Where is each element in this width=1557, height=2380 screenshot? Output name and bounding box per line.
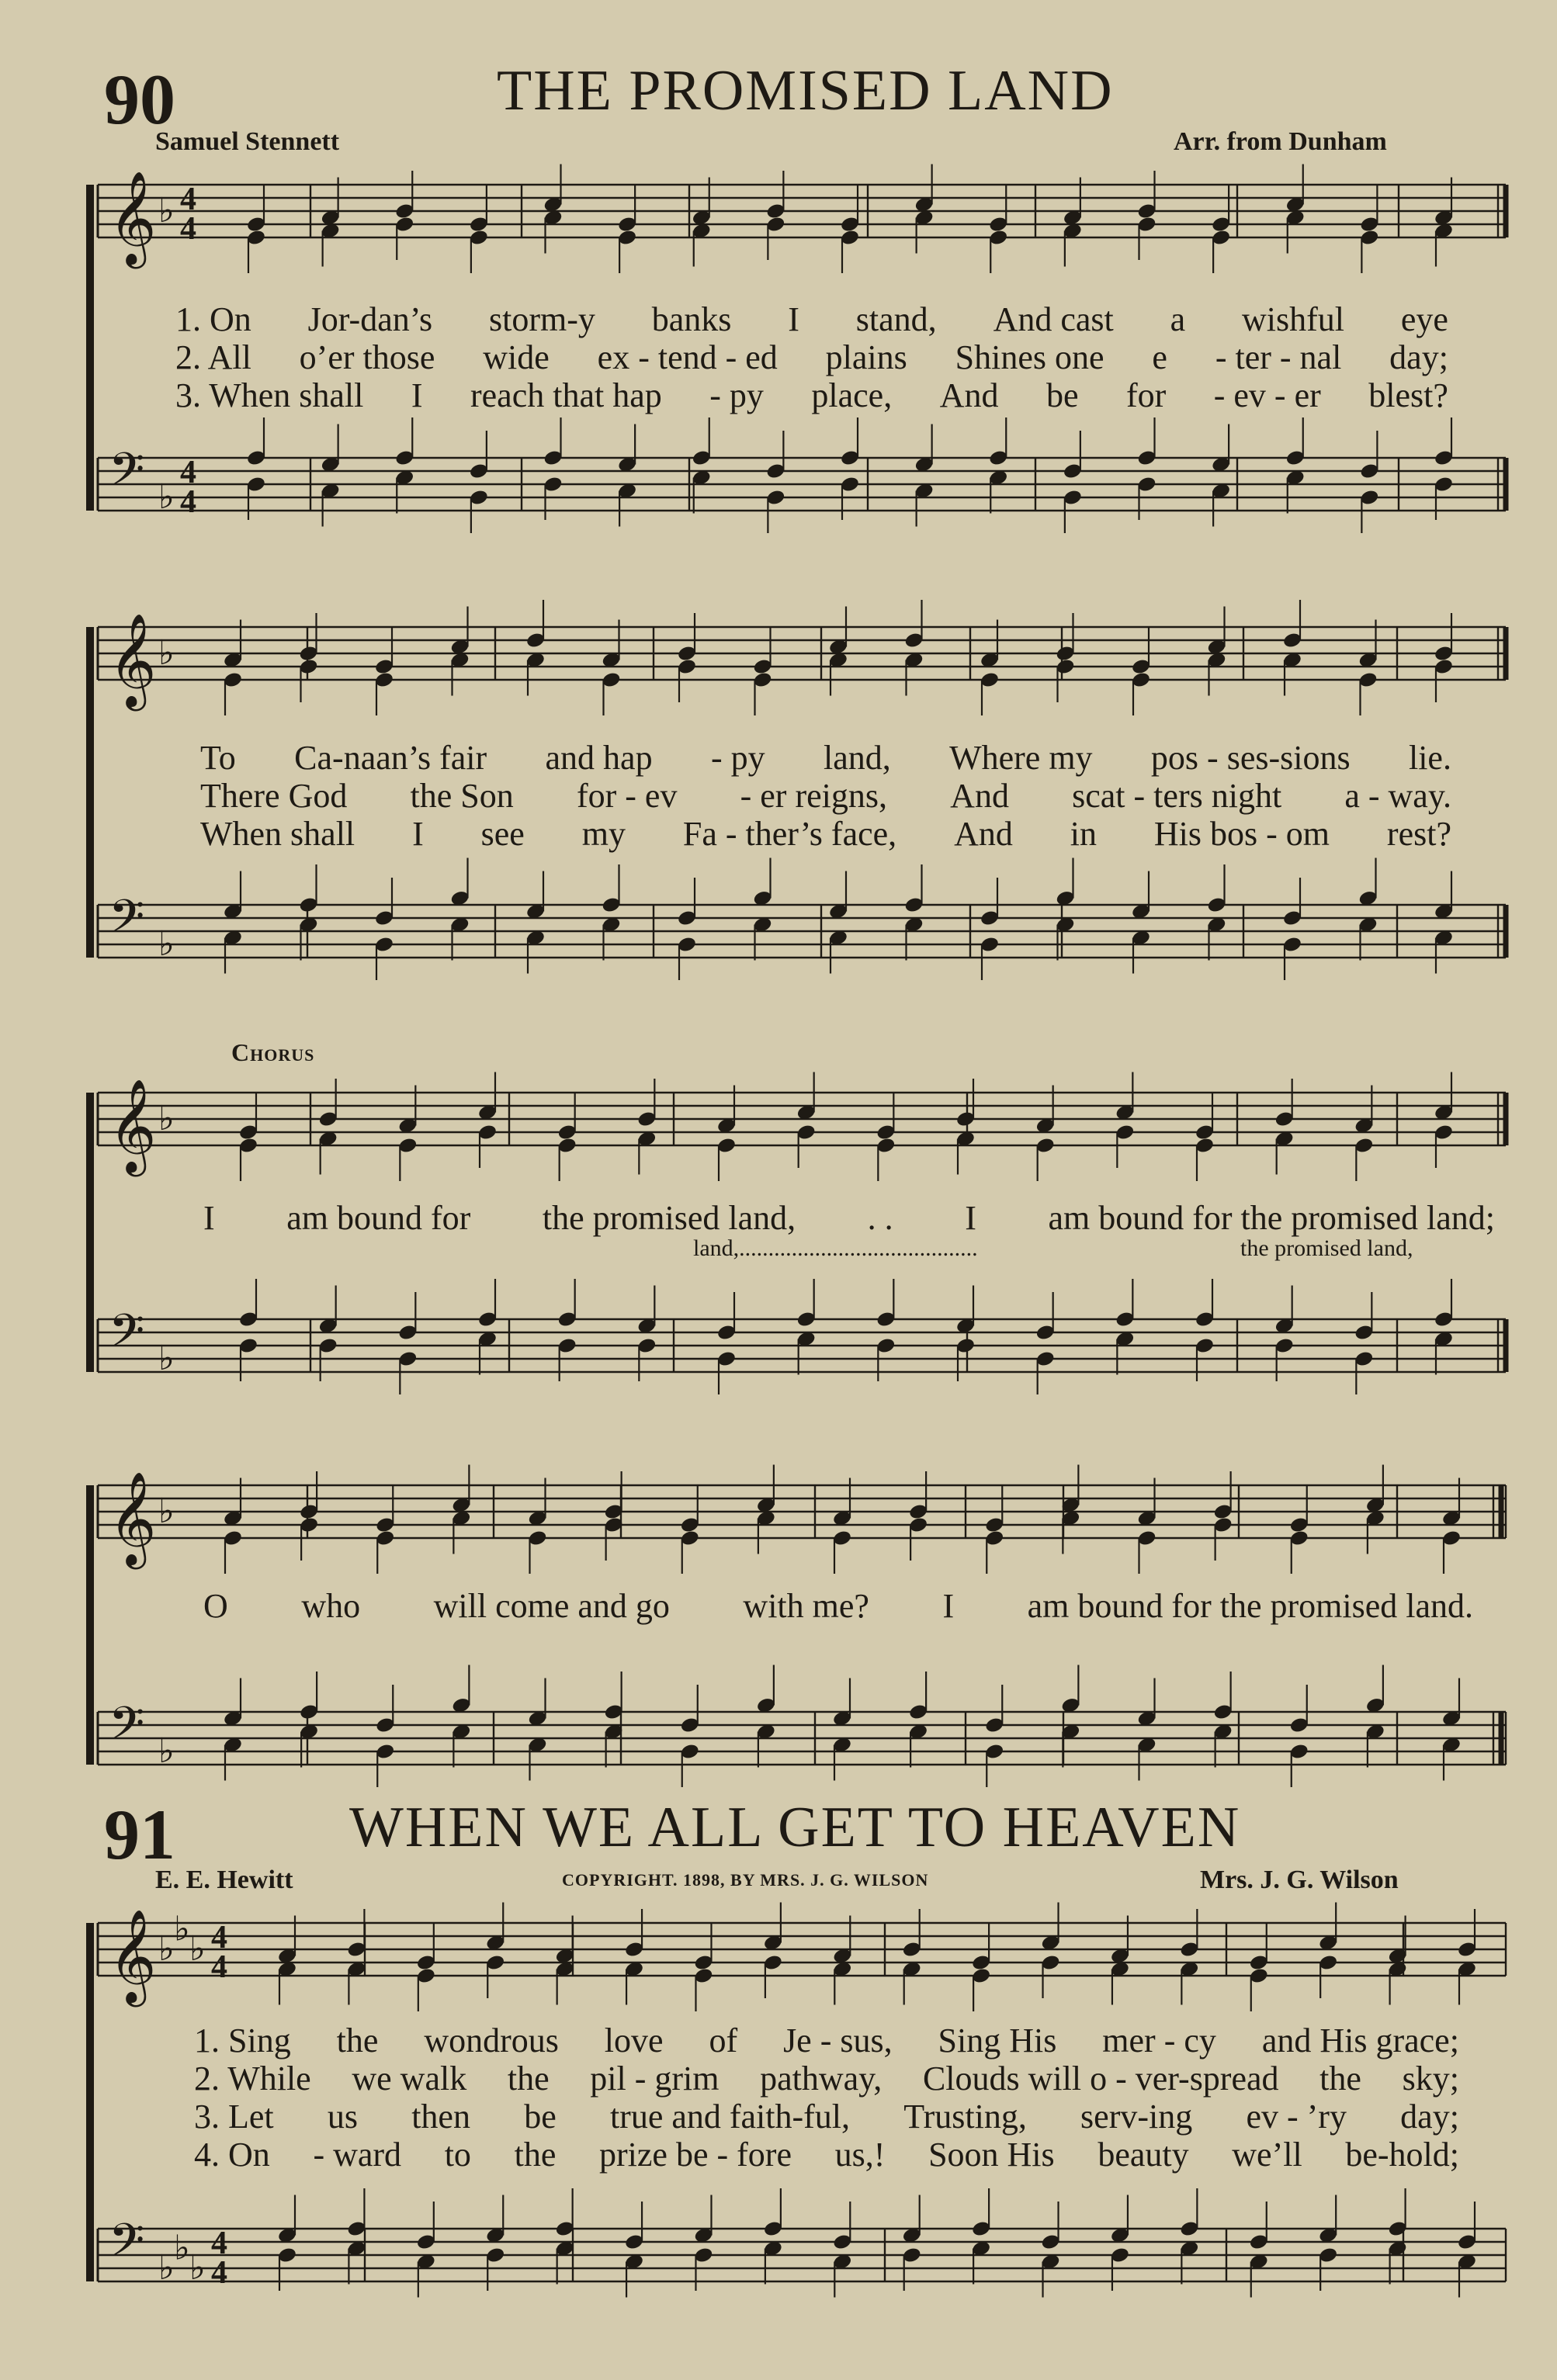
lyric-line xyxy=(200,779,1451,813)
lyric-syllable: I xyxy=(412,815,424,853)
bass-clef: 𝄢 xyxy=(109,2213,145,2278)
lyric-syllable: the promised land, xyxy=(542,1199,796,1237)
flat-sign: ♭ xyxy=(158,1339,175,1378)
lyric-line xyxy=(203,1589,1473,1623)
treble-clef: 𝄞 xyxy=(109,170,157,265)
lyric-syllable: Ca-naan’s fair xyxy=(294,739,487,777)
lyric-syllable: with me? xyxy=(743,1587,869,1625)
lyric-line xyxy=(175,376,1448,414)
lyric-syllable: reach that hap xyxy=(470,376,662,414)
lyric-syllable: am bound for the promised land; xyxy=(1048,1199,1495,1237)
hymn-91-copyright: COPYRIGHT. 1898, BY MRS. J. G. WILSON xyxy=(562,1870,929,1890)
hymn-90-arranger: Arr. from Dunham xyxy=(1174,127,1387,156)
lyric-syllable: 2. All xyxy=(175,338,251,376)
flat-sign: ♭ xyxy=(189,1929,206,1969)
flat-sign: ♭ xyxy=(158,1099,175,1138)
lyric-syllable: 1. On xyxy=(175,300,251,338)
lyric-syllable: 4. On xyxy=(194,2136,270,2174)
lyric-syllable: storm-y xyxy=(488,300,595,338)
flat-sign: ♭ xyxy=(158,924,175,964)
time-signature-top: 4 xyxy=(180,455,196,490)
lyric-syllable: pil - grim xyxy=(590,2060,720,2098)
lyric-line xyxy=(200,741,1451,775)
flat-sign: ♭ xyxy=(189,2248,206,2288)
bass-clef: 𝄢 xyxy=(109,1304,145,1369)
lyric-syllable: land, xyxy=(823,739,891,777)
lyric-syllable: for - ev xyxy=(576,777,678,815)
flat-sign: ♭ xyxy=(158,1929,175,1969)
lyric-line xyxy=(203,1201,1495,1235)
flat-sign: ♭ xyxy=(158,2248,175,2288)
lyric-syllable: the xyxy=(507,2060,550,2098)
chorus-bass-echo-2: the promised land, xyxy=(1240,1235,1413,1261)
lyric-syllable: us,! xyxy=(834,2136,886,2174)
lyric-line xyxy=(175,300,1448,338)
lyric-syllable: When shall xyxy=(200,815,355,853)
lyric-syllable: for xyxy=(1125,376,1167,414)
lyric-syllable: Clouds will o - ver-spread xyxy=(922,2060,1279,2098)
lyric-syllable: be xyxy=(1046,376,1079,414)
lyric-syllable: wondrous xyxy=(424,2021,559,2060)
time-signature-top: 4 xyxy=(211,1920,227,1956)
treble-clef: 𝄞 xyxy=(109,1908,157,2003)
lyric-syllable: will come and go xyxy=(433,1587,670,1625)
lyric-syllable: rest? xyxy=(1386,815,1451,853)
lyric-syllable: 2. While xyxy=(194,2060,311,2098)
lyric-syllable: And xyxy=(950,777,1009,815)
treble-clef: 𝄞 xyxy=(109,1471,157,1565)
lyric-syllable: then xyxy=(411,2098,470,2136)
lyric-syllable: my xyxy=(581,815,626,853)
hymn-91-lyricist: E. E. Hewitt xyxy=(155,1866,293,1894)
lyric-syllable: ex - tend - ed xyxy=(597,338,778,376)
lyric-syllable: I xyxy=(411,376,423,414)
lyric-syllable: ev - ’ry xyxy=(1246,2098,1347,2136)
lyric-syllable: plains xyxy=(825,338,907,376)
time-signature-top: 4 xyxy=(180,182,196,217)
lyric-syllable: And xyxy=(939,376,999,414)
lyric-syllable: love xyxy=(604,2021,664,2060)
time-signature-bottom: 4 xyxy=(211,2255,227,2291)
bass-clef: 𝄢 xyxy=(109,1696,145,1762)
lyric-syllable: of xyxy=(709,2021,738,2060)
lyric-syllable: pathway, xyxy=(760,2060,883,2098)
lyric-line xyxy=(194,2062,1459,2096)
lyric-syllable: see xyxy=(480,815,525,853)
lyric-syllable: pos - ses-sions xyxy=(1150,739,1351,777)
lyric-syllable: lie. xyxy=(1408,739,1451,777)
bass-clef: 𝄢 xyxy=(109,889,145,954)
lyric-syllable: O xyxy=(203,1587,228,1625)
lyric-syllable: prize be - fore xyxy=(599,2136,792,2174)
lyric-syllable: am bound for xyxy=(286,1199,471,1237)
lyric-syllable: Sing His xyxy=(938,2021,1057,2060)
lyric-syllable: us xyxy=(327,2098,358,2136)
lyric-syllable: am bound for the promised land. xyxy=(1027,1587,1473,1625)
bass-clef: 𝄢 xyxy=(109,442,145,508)
lyric-syllable: His bos - om xyxy=(1153,815,1330,853)
lyric-syllable: Soon His xyxy=(928,2136,1055,2174)
treble-clef: 𝄞 xyxy=(109,1078,157,1173)
flat-sign: ♭ xyxy=(158,633,175,673)
lyric-syllable: - ter - nal xyxy=(1215,338,1342,376)
lyric-syllable: day; xyxy=(1400,2098,1459,2136)
lyric-syllable: Fa - ther’s face, xyxy=(682,815,897,853)
lyric-syllable: day; xyxy=(1389,338,1448,376)
lyric-syllable: - py xyxy=(710,739,765,777)
lyric-syllable: 1. Sing xyxy=(194,2021,291,2060)
lyric-syllable: be-hold; xyxy=(1345,2136,1459,2174)
lyric-syllable: Je - sus, xyxy=(783,2021,893,2060)
lyric-syllable: we walk xyxy=(352,2060,467,2098)
lyric-syllable: serv-ing xyxy=(1080,2098,1193,2136)
lyric-syllable: To xyxy=(200,739,236,777)
lyric-syllable: e xyxy=(1152,338,1167,376)
flat-sign: ♭ xyxy=(174,1909,190,1949)
treble-clef: 𝄞 xyxy=(109,612,157,707)
time-signature-top: 4 xyxy=(211,2226,227,2261)
chorus-bass-echo-1: land,......................................... xyxy=(693,1235,978,1261)
lyric-syllable: And xyxy=(954,815,1013,853)
lyric-syllable: who xyxy=(301,1587,361,1625)
lyric-syllable: we’ll xyxy=(1232,2136,1302,2174)
lyric-line xyxy=(194,2100,1459,2134)
lyric-syllable: I xyxy=(942,1587,955,1625)
lyric-syllable: There God xyxy=(200,777,348,815)
hymn-91-title: WHEN WE ALL GET TO HEAVEN xyxy=(349,1796,1241,1859)
lyric-syllable: 3. When shall xyxy=(175,376,364,414)
time-signature-bottom: 4 xyxy=(180,211,196,247)
flat-sign: ♭ xyxy=(174,2228,190,2268)
lyric-syllable: to xyxy=(444,2136,471,2174)
lyric-syllable: eye xyxy=(1400,300,1448,338)
lyric-syllable: wishful xyxy=(1242,300,1345,338)
lyric-syllable: scat - ters night xyxy=(1072,777,1282,815)
lyric-syllable: stand, xyxy=(855,300,937,338)
time-signature-bottom: 4 xyxy=(180,484,196,520)
lyric-syllable: wide xyxy=(483,338,550,376)
lyric-syllable: beauty xyxy=(1098,2136,1189,2174)
time-signature-bottom: 4 xyxy=(211,1949,227,1985)
lyric-syllable: banks xyxy=(651,300,732,338)
lyric-syllable: I xyxy=(788,300,799,338)
lyric-syllable: - ward xyxy=(313,2136,402,2174)
lyric-syllable: place, xyxy=(811,376,893,414)
hymn-90-lyricist: Samuel Stennett xyxy=(155,127,340,156)
lyric-syllable: I xyxy=(965,1199,976,1237)
lyric-syllable: the xyxy=(514,2136,557,2174)
flat-sign: ♭ xyxy=(158,1731,175,1771)
hymn-90-number: 90 xyxy=(104,60,175,139)
lyric-syllable: in xyxy=(1070,815,1097,853)
lyric-syllable: And cast xyxy=(993,300,1114,338)
flat-sign: ♭ xyxy=(158,1491,175,1531)
lyric-syllable: true and faith-ful, xyxy=(609,2098,851,2136)
lyric-syllable: and His grace; xyxy=(1261,2021,1459,2060)
lyric-syllable: - er reigns, xyxy=(740,777,887,815)
lyric-syllable: Shines one xyxy=(955,338,1104,376)
lyric-syllable: sky; xyxy=(1402,2060,1459,2098)
hymn-91-number: 91 xyxy=(104,1795,175,1874)
lyric-syllable: blest? xyxy=(1368,376,1448,414)
lyric-syllable: mer - cy xyxy=(1102,2021,1216,2060)
flat-sign: ♭ xyxy=(158,191,175,230)
hymn-90-title: THE PROMISED LAND xyxy=(497,59,1114,123)
lyric-syllable: Jor-dan’s xyxy=(307,300,433,338)
lyric-syllable: the xyxy=(1319,2060,1361,2098)
lyric-syllable: and hap xyxy=(545,739,653,777)
lyric-syllable: . . xyxy=(867,1199,893,1237)
lyric-syllable: Where my xyxy=(949,739,1093,777)
lyric-syllable: I xyxy=(203,1199,215,1237)
lyric-line xyxy=(175,338,1448,376)
lyric-syllable: the Son xyxy=(410,777,514,815)
lyric-line xyxy=(200,817,1451,851)
flat-sign: ♭ xyxy=(158,477,175,517)
lyric-syllable: the xyxy=(336,2021,379,2060)
lyric-line xyxy=(194,2138,1459,2172)
lyric-syllable: - ev - er xyxy=(1213,376,1321,414)
lyric-syllable: - py xyxy=(709,376,764,414)
hymn-91-composer: Mrs. J. G. Wilson xyxy=(1200,1866,1399,1894)
lyric-line xyxy=(194,2021,1459,2060)
lyric-syllable: a - way. xyxy=(1344,777,1451,815)
lyric-syllable: 3. Let xyxy=(194,2098,274,2136)
lyric-syllable: o’er those xyxy=(299,338,435,376)
lyric-syllable: Trusting, xyxy=(903,2098,1027,2136)
lyric-syllable: be xyxy=(524,2098,557,2136)
lyric-syllable: a xyxy=(1170,300,1186,338)
chorus-label: Chorus xyxy=(231,1038,315,1066)
